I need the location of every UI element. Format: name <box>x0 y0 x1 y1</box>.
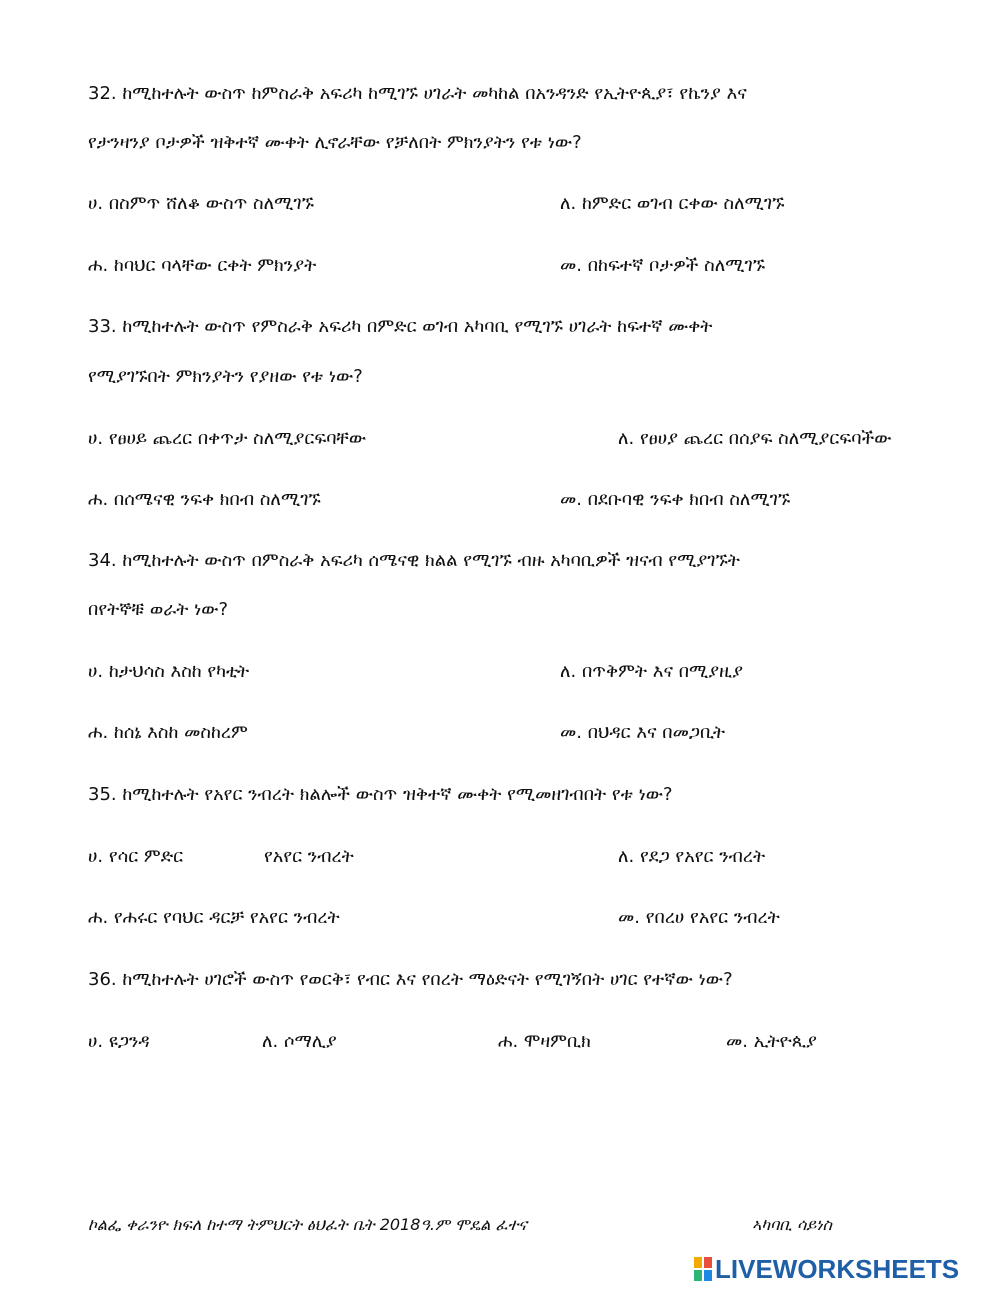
liveworksheets-logo <box>694 1253 960 1284</box>
question-33-line-1: 33. ከሚከተሉት ውስጥ የምስራቅ አፍሪካ በምድር ወገብ አካባቢ የሚገኙ ሀገራት ከፍተኛ ሙቀት <box>88 316 713 337</box>
question-35-option-d[interactable]: መ. የበረሀ የአየር ንብረት <box>618 907 780 928</box>
question-35-line-1: 35. ከሚከተሉት የአየር ንብረት ክልሎች ውስጥ ዝቅተኛ ሙቀት የሚመዘገብበት የቱ ነው? <box>88 784 673 805</box>
question-35-option-a[interactable]: ሀ. የሳር ምድር <box>88 846 184 867</box>
question-33-option-b[interactable]: ለ. የፀሀያ ጨረር በሰያፍ ስለሚያርፍባችው <box>618 428 892 449</box>
liveworksheets-logo-icon <box>694 1257 712 1281</box>
question-36-option-c[interactable]: ሐ. ሞዛምቢክ <box>498 1031 591 1052</box>
question-36-option-a[interactable]: ሀ. ዩጋንዳ <box>88 1031 150 1052</box>
question-34-option-c[interactable]: ሐ. ከሰኔ እስከ መስከረም <box>88 722 248 743</box>
question-32-option-d[interactable]: መ. በከፍተኛ ቦታዎች ስለሚገኙ <box>560 255 766 276</box>
question-36-line-1: 36. ከሚከተሉት ሀገሮች ውስጥ የወርቅ፣ የብር እና የበረት ማዕድናት የሚገኝበት ሀገር የተኛው ነው? <box>88 969 733 990</box>
question-32-option-c[interactable]: ሐ. ከባህር ባላቸው ርቀት ምክንያት <box>88 255 317 276</box>
question-32-option-b[interactable]: ለ. ከምድር ወገብ ርቀው ስለሚገኙ <box>560 193 785 214</box>
question-34-option-b[interactable]: ለ. በጥቅምት እና በሚያዚያ <box>560 661 744 682</box>
question-33-option-c[interactable]: ሐ. በሰሜናዊ ንፍቀ ክበብ ስለሚገኙ <box>88 489 321 510</box>
question-32-line-2: የታንዛንያ ቦታዎች ዝቅተኛ ሙቀት ሊኖራቸው የቻለበት ምክንያትን የቱ ነው? <box>88 132 582 153</box>
question-33-option-d[interactable]: መ. በደቡባዊ ንፍቀ ክበብ ስለሚገኙ <box>560 489 791 510</box>
question-34-line-1: 34. ከሚከተሉት ውስጥ በምስራቅ አፍሪካ ሰሜናዊ ክልል የሚገኙ ብዙ አካባቢዎች ዝናብ የሚያገኙት <box>88 550 740 571</box>
liveworksheets-logo-text: LIVEWORKSHEETS <box>715 1253 960 1284</box>
question-35-option-b[interactable]: ለ. የደጋ የአየር ንብረት <box>618 846 766 867</box>
question-33-option-a[interactable]: ሀ. የፀሀይ ጨረር በቀጥታ ስለሚያርፍባቸው <box>88 428 367 449</box>
footer-school-line: ኮልፌ ቀራንዮ ክፍለ ከተማ ትምህርት ፅህፈት ቤት 2018ዓ.ም ሞዴል ፈተና <box>88 1215 527 1234</box>
question-35-option-c[interactable]: ሐ. የሐሩር የባህር ዳርቻ የአየር ንብረት <box>88 907 340 928</box>
question-34-option-d[interactable]: መ. በህዳር እና በመጋቢት <box>560 722 726 743</box>
question-32-line-1: 32. ከሚከተሉት ውስጥ ከምስራቅ አፍሪካ ከሚገኙ ሀገራት መካከል በአንዳንድ የኢትዮጲያ፣ የኬንያ እና <box>88 83 747 104</box>
question-32-option-a[interactable]: ሀ. በስምጥ ሸለቆ ውስጥ ስለሚገኙ <box>88 193 314 214</box>
footer-subject: ኣካባቢ ሳይነስ <box>752 1215 832 1234</box>
question-33-line-2: የሚያገኙበት ምክንያትን የያዘው የቱ ነው? <box>88 366 363 387</box>
question-35-option-a-continued[interactable]: የአየር ንብረት <box>264 846 354 867</box>
question-36-option-d[interactable]: መ. ኢትዮጲያ <box>726 1031 817 1052</box>
question-36-option-b[interactable]: ለ. ሶማሊያ <box>262 1031 337 1052</box>
question-34-option-a[interactable]: ሀ. ከታህሳስ እስከ የካቲት <box>88 661 250 682</box>
question-34-line-2: በየትኞቹ ወራት ነው? <box>88 599 229 620</box>
